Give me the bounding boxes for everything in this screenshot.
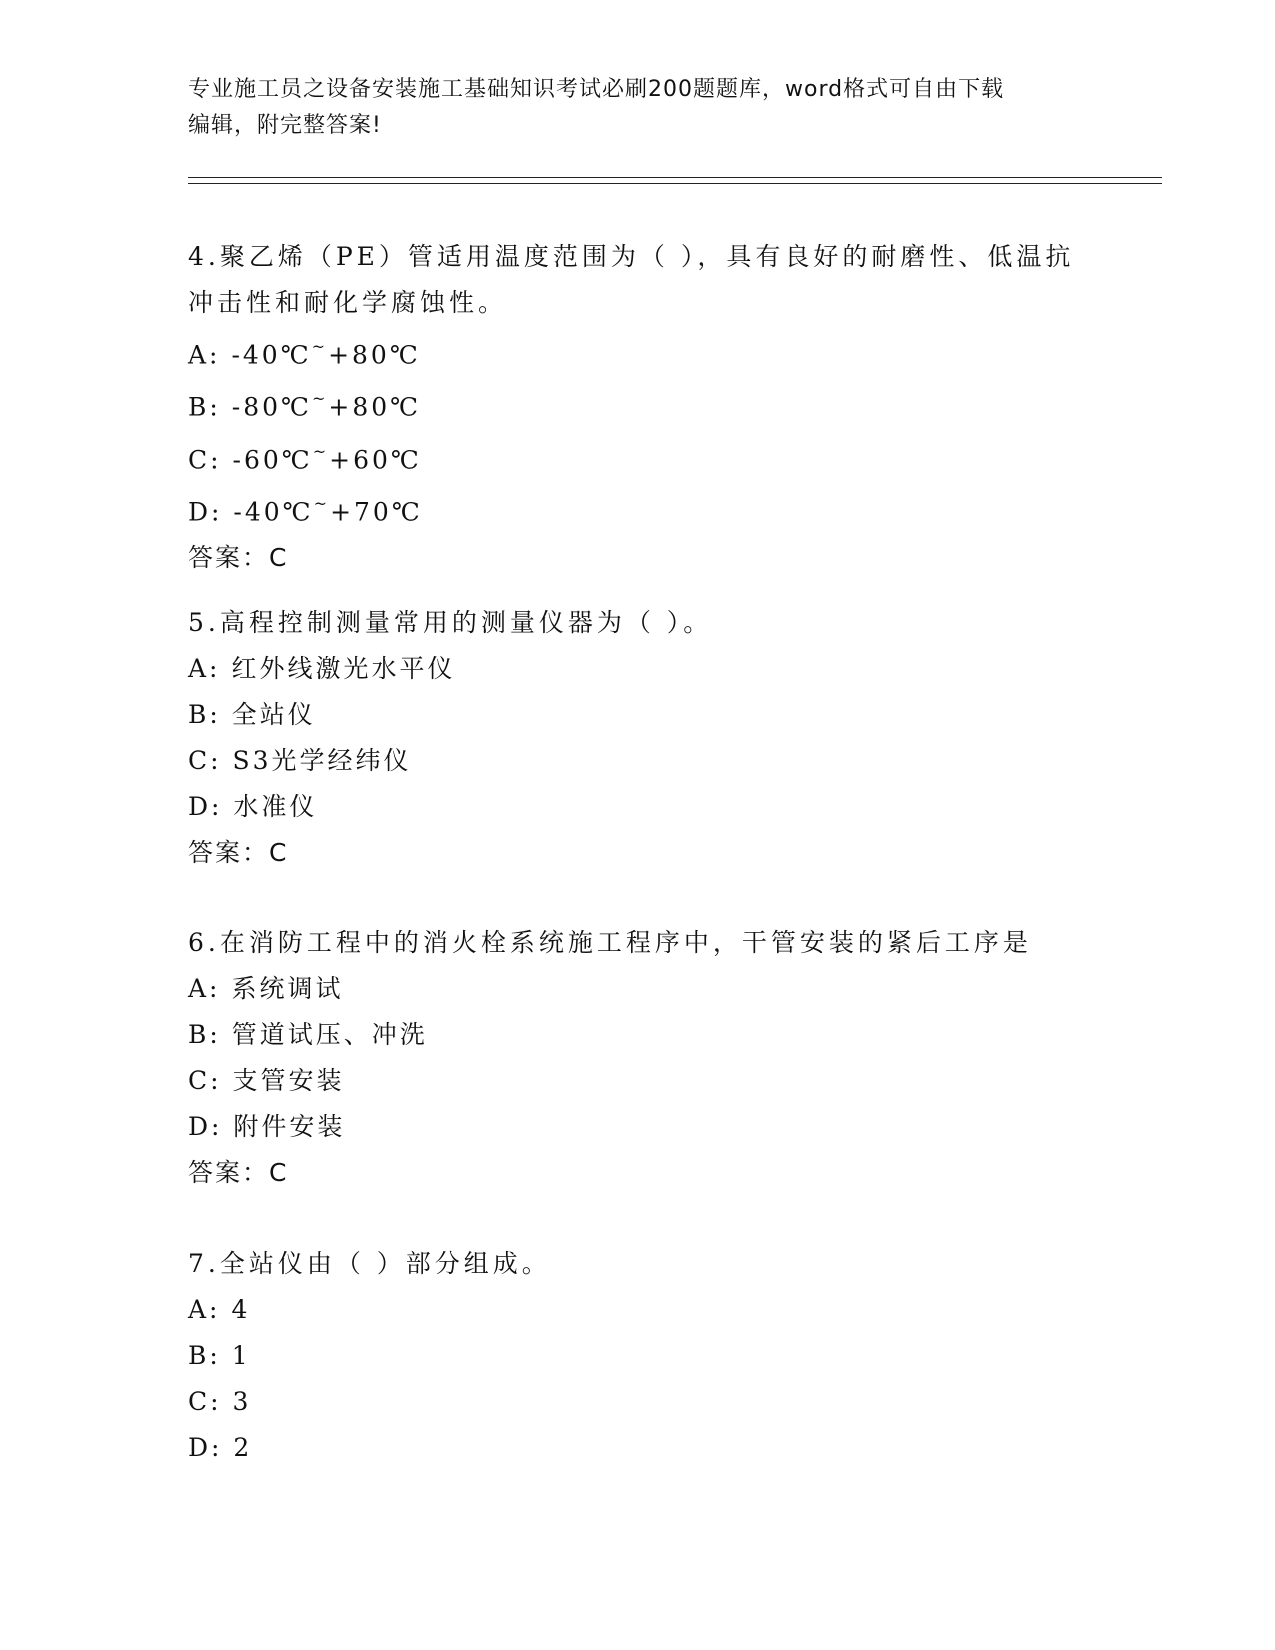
option-b [188,1333,1088,1379]
option-range-low: -80℃ [231,392,312,422]
question-stem-line-1: 5.高程控制测量常用的测量仪器为（ ）。 [188,608,713,637]
option-c [188,431,1088,483]
document-header [188,72,1088,144]
answer-text: 答案：C [188,1158,289,1187]
option-text: 系统调试 [231,974,344,1003]
question-stem-line-1: 4.聚乙烯（PE）管适用温度范围为（ ），具有良好的耐磨性、低温抗 [188,242,1075,271]
option-label: A: [188,974,221,1003]
option-b [188,378,1088,430]
option-label: A: [188,1295,221,1324]
option-a [188,966,1088,1012]
question-7 [188,1241,1088,1471]
option-label: C: [188,746,222,775]
option-d [188,1104,1088,1150]
option-b [188,1012,1088,1058]
option-label: A: [188,340,221,370]
option-a [188,326,1088,378]
header-rule-top [188,177,1162,178]
option-c [188,738,1088,784]
option-label: D: [188,497,223,527]
option-label: C: [188,444,222,474]
option-label: B: [188,1341,221,1370]
option-text: 4 [231,1295,251,1324]
option-text: 红外线激光水平仪 [231,654,456,683]
option-d [188,1425,1088,1471]
option-text: S3光学经纬仪 [232,746,412,775]
option-label: B: [188,392,221,422]
option-label: B: [188,700,221,729]
option-range-tilde: ~ [312,441,330,461]
option-d [188,784,1088,830]
option-label: C: [188,1387,222,1416]
option-label: C: [188,1066,222,1095]
option-label: A: [188,654,221,683]
option-c [188,1058,1088,1104]
option-label: B: [188,1020,221,1049]
option-label: D: [188,1112,223,1141]
option-range-tilde: ~ [313,493,331,513]
option-range-high: +70℃ [330,497,423,527]
option-b [188,692,1088,738]
question-5 [188,600,1088,876]
option-range-low: -40℃ [231,340,312,370]
option-range-tilde: ~ [311,337,329,356]
header-line-1: 专业施工员之设备安装施工基础知识考试必刷200题题库，word格式可自由下载 [188,77,1005,102]
header-rule-bottom [188,183,1162,184]
question-4 [188,234,1088,581]
option-range-tilde: ~ [311,389,329,409]
option-text: 附件安装 [233,1112,346,1141]
option-d [188,483,1088,535]
option-c [188,1379,1088,1425]
question-6 [188,920,1088,1196]
option-range-high: +80℃ [328,392,422,422]
option-text: 管道试压、冲洗 [231,1020,428,1049]
option-range-low: -40℃ [233,497,314,527]
option-text: 全站仪 [231,700,316,729]
question-stem-line-2: 冲击性和耐化学腐蚀性。 [188,288,508,317]
answer-text: 答案：C [188,838,289,867]
header-line-2: 编辑，附完整答案! [188,113,382,138]
option-range-high: +60℃ [329,444,422,474]
question-stem-line-1: 6.在消防工程中的消火栓系统施工程序中，干管安装的紧后工序是 [188,928,1032,957]
option-a [188,646,1088,692]
option-range-low: -60℃ [232,444,313,474]
answer-text: 答案：C [188,543,289,573]
option-range-high: +80℃ [328,340,421,370]
option-text: 支管安装 [232,1066,345,1095]
option-label: D: [188,792,223,821]
option-a [188,1287,1088,1333]
option-text: 2 [233,1433,253,1462]
option-label: D: [188,1433,223,1462]
question-stem-line-1: 7.全站仪由（ ）部分组成。 [188,1249,551,1278]
option-text: 3 [232,1387,252,1416]
option-text: 水准仪 [233,792,318,821]
option-text: 1 [231,1341,251,1370]
